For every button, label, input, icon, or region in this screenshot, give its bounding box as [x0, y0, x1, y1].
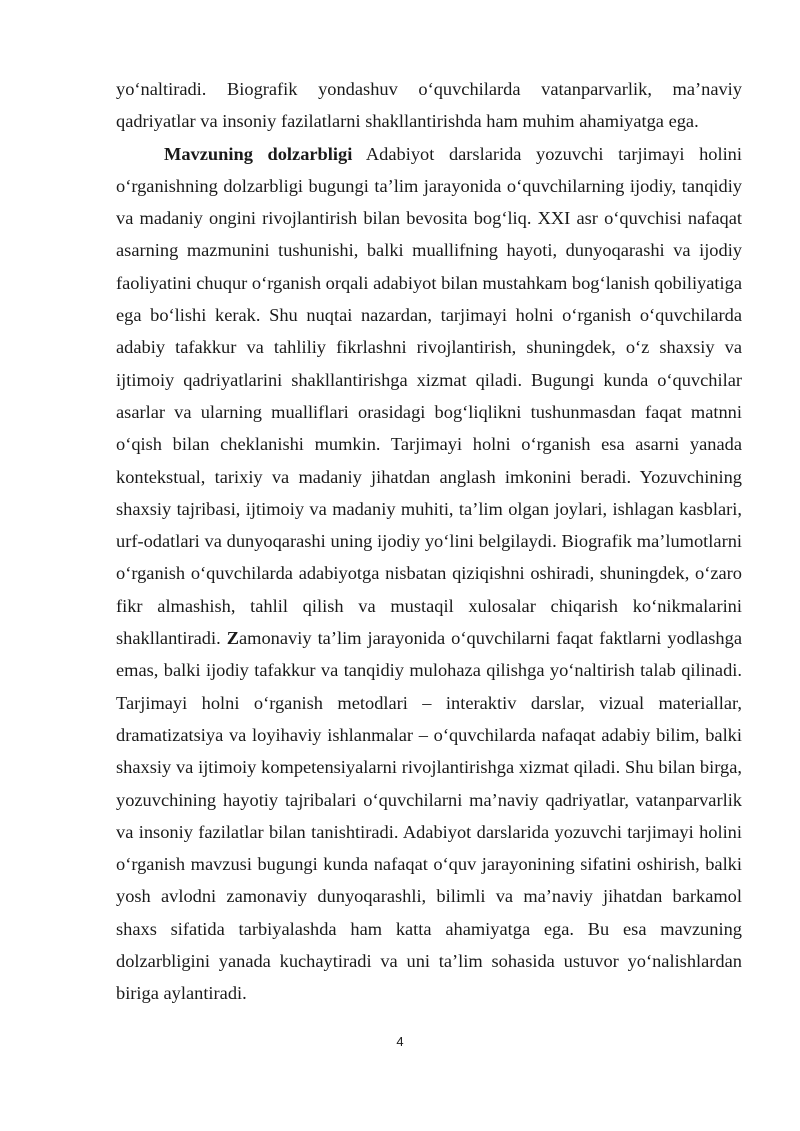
paragraph-text-part-2: amonaviy ta’lim jarayonida o‘quvchilarni faqat faktlarni yodlashga emas, balki ijodiy tafakkur va tanqidiy mulohaza qilishga yo‘naltirish talab qilinadi. Tarjimayi holni o‘rganish metodlari – interaktiv darslar, vizual materiallar, dramatizatsiya va loyihaviy ishlanmalar – o‘quvchilarda nafaqat adabiy bilim, balki shaxsiy va ijtimoiy kompetensiyalarni rivojlantirishga xizmat qiladi. Shu bilan birga, yozuvchining hayotiy tajribalari o‘quvchilarni ma’naviy qadriyatlar, vatanparvarlik va insoniy fazilatlar bilan tanishtiradi. Adabiyot darslarida yozuvchi tarjimayi holini o‘rganish mavzusi bugungi kunda nafaqat o‘quv jarayonining sifatini oshirish, balki yosh avlodni zamonaviy dunyoqarashli, bilimli va ma’naviy jihatdan barkamol shaxs sifatida tarbiyalashda ham katta ahamiyatga ega. Bu esa mavzuning dolzarbligini yanada kuchaytiradi va uni ta’lim sohasida ustuvor yo‘nalishlardan biriga aylantiradi. — [116, 628, 742, 1004]
paragraph-relevance — [116, 138, 742, 1010]
page-number: 4 — [396, 1034, 404, 1049]
paragraph-continued: yo‘naltiradi. Biografik yondashuv o‘quvchilarda vatanparvarlik, ma’naviy qadriyatlar va insoniy fazilatlarni shakllantirishda ham muhim ahamiyatga ega. — [116, 79, 742, 132]
paragraph-text-part-1: Adabiyot darslarida yozuvchi tarjimayi holini o‘rganishning dolzarbligi bugungi ta’lim jarayonida o‘quvchilarning ijodiy, tanqidiy va madaniy ongini rivojlantirish bilan bevosita bog‘liq. XXI asr o‘quvchisi nafaqat asarning mazmunini tushunishi, balki muallifning hayoti, dunyoqarashi va ijodiy faoliyatini chuqur o‘rganish orqali adabiyot bilan mustahkam bog‘lanish qobiliyatiga ega bo‘lishi kerak. Shu nuqtai nazardan, tarjimayi holni o‘rganish o‘quvchilarda adabiy tafakkur va tahliliy fikrlashni rivojlantirish, shuningdek, o‘z shaxsiy va ijtimoiy qadriyatlarini shakllantirishga xizmat qiladi. Bugungi kunda o‘quvchilar asarlar va ularning mualliflari orasidagi bog‘liqlikni tushunmasdan faqat matnni o‘qish bilan cheklanishi mumkin. Tarjimayi holni o‘rganish esa asarni yanada kontekstual, tarixiy va madaniy jihatdan anglash imkonini beradi. Yozuvchining shaxsiy tajribasi, ijtimoiy va madaniy muhiti, ta’lim olgan joylari, ishlagan kasblari, urf-odatlari va dunyoqarashi uning ijodiy yo‘lini belgilaydi. Biografik ma’lumotlarni o‘rganish o‘quvchilarda adabiyotga nisbatan qiziqishni oshiradi, shuningdek, o‘zaro fikr almashish, tahlil qilish va mustaqil xulosalar chiqarish ko‘nikmalarini shakllantiradi. — [116, 143, 742, 649]
section-heading-relevance: Mavzuning dolzarbligi — [164, 143, 353, 164]
bold-initial-letter: Z — [226, 628, 240, 649]
body-text — [116, 73, 742, 1010]
